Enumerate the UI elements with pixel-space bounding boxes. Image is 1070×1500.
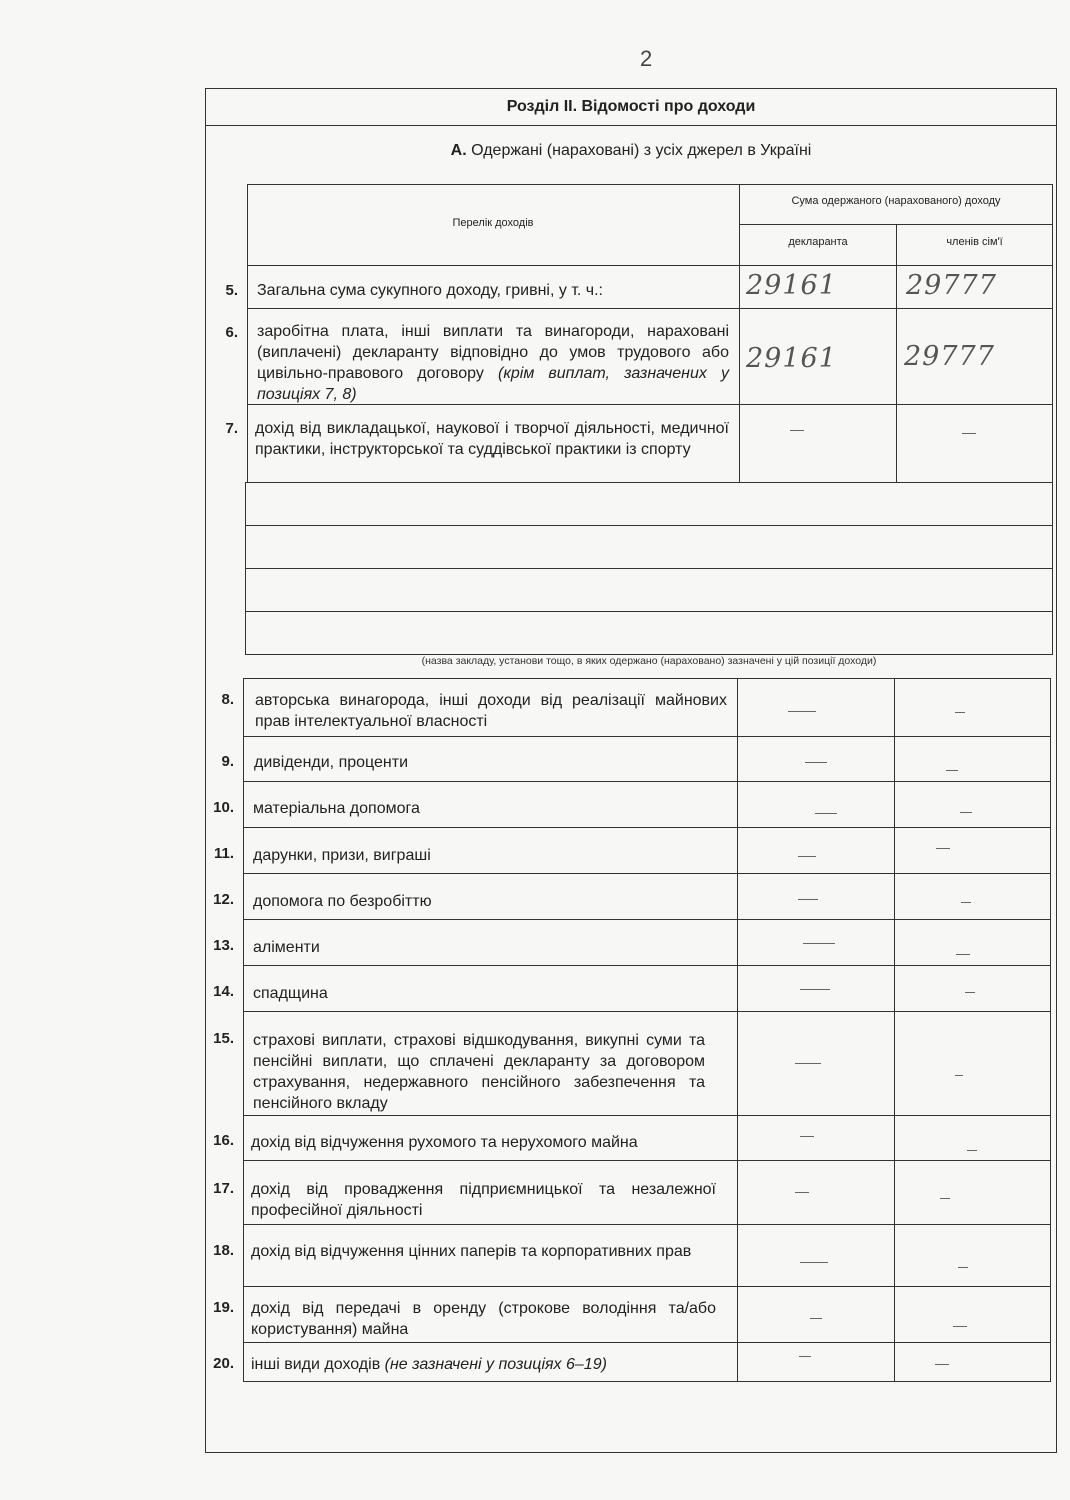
subsection-text: Одержані (нараховані) з усіх джерел в Україні [471, 142, 812, 159]
row-number: 20. [213, 1355, 234, 1372]
family-amount: 29777 [904, 341, 995, 372]
row-label: дохід від викладацької, наукової і творчої діяльності, медичної практики, інструкторської та суддівської практики із спорту [255, 420, 729, 458]
row-label-note: (крім виплат, зазначених у позиціях 7, 8) [257, 365, 730, 403]
section-title: Розділ ІІ. Відомості про доходи [205, 88, 1057, 126]
row-label: дохід від провадження підприємницької та незалежної професійної діяльності [251, 1181, 716, 1219]
row-number: 16. [213, 1132, 234, 1149]
row-label [257, 321, 729, 405]
row-number: 19. [213, 1299, 234, 1316]
row-number: 7. [225, 420, 238, 437]
institution-note: (назва закладу, установи тощо, в яких одержано (нараховано) зазначені у цій позиції доходи) [421, 655, 877, 667]
row-label: матеріальна допомога [253, 800, 420, 817]
row-number: 10. [213, 799, 234, 816]
family-amount: 29777 [906, 270, 997, 301]
subsection-title [205, 142, 1057, 160]
row-number: 15. [213, 1030, 234, 1047]
header-family: членів сім'ї [946, 236, 1003, 248]
header-declarant: декларанта [788, 236, 848, 248]
row-label: дохід від передачі в оренду (строкове володіння та/або користування) майна [251, 1300, 716, 1338]
row-label: допомога по безробіттю [253, 893, 432, 910]
row-label: Загальна сума сукупного доходу, гривні, у т. ч.: [257, 282, 603, 299]
row-number: 11. [213, 845, 234, 862]
row-label-note: (не зазначені у позиціях 6–19) [384, 1356, 607, 1373]
subsection-letter: А. [450, 142, 467, 159]
row-number: 12. [213, 891, 234, 908]
row-number: 14. [213, 983, 234, 1000]
row-label [251, 1354, 721, 1375]
row-label: авторська винагорода, інші доходи від реалізації майнових прав інтелектуальної власності [255, 692, 727, 730]
row-label: дохід від відчуження цінних паперів та корпоративних прав [251, 1243, 692, 1260]
declarant-amount: 29161 [746, 343, 837, 374]
row-number: 8. [221, 691, 234, 708]
row-number: 6. [225, 324, 238, 341]
row-number: 17. [213, 1180, 234, 1197]
declarant-amount: 29161 [746, 270, 837, 301]
row-label: страхові виплати, страхові відшкодування, викупні суми та пенсійні виплати, що сплачені декларанту за договором страхування, недержавного пенсійного забезпечення та пенсійного вкладу [253, 1032, 705, 1112]
row-label-text: заробітна плата, інші виплати та винагороди, нараховані (виплачені) декларанту відповідно до умов трудового або цивільно-правового договору [257, 323, 729, 382]
row-number: 5. [225, 282, 238, 299]
row-label: дарунки, призи, виграші [253, 847, 431, 864]
row-label: аліменти [253, 939, 320, 956]
row-number: 9. [221, 753, 234, 770]
row-label: дивіденди, проценти [254, 754, 409, 771]
header-amount: Сума одержаного (нарахованого) доходу [791, 195, 1001, 207]
row-label: спадщина [253, 985, 328, 1002]
row-label: дохід від відчуження рухомого та нерухомого майна [251, 1134, 638, 1151]
row-number: 18. [213, 1242, 234, 1259]
row-number: 13. [213, 937, 234, 954]
row-label-text: інші види доходів [251, 1356, 381, 1373]
page-number: 2 [640, 46, 653, 71]
header-income-list: Перелік доходів [452, 217, 534, 229]
